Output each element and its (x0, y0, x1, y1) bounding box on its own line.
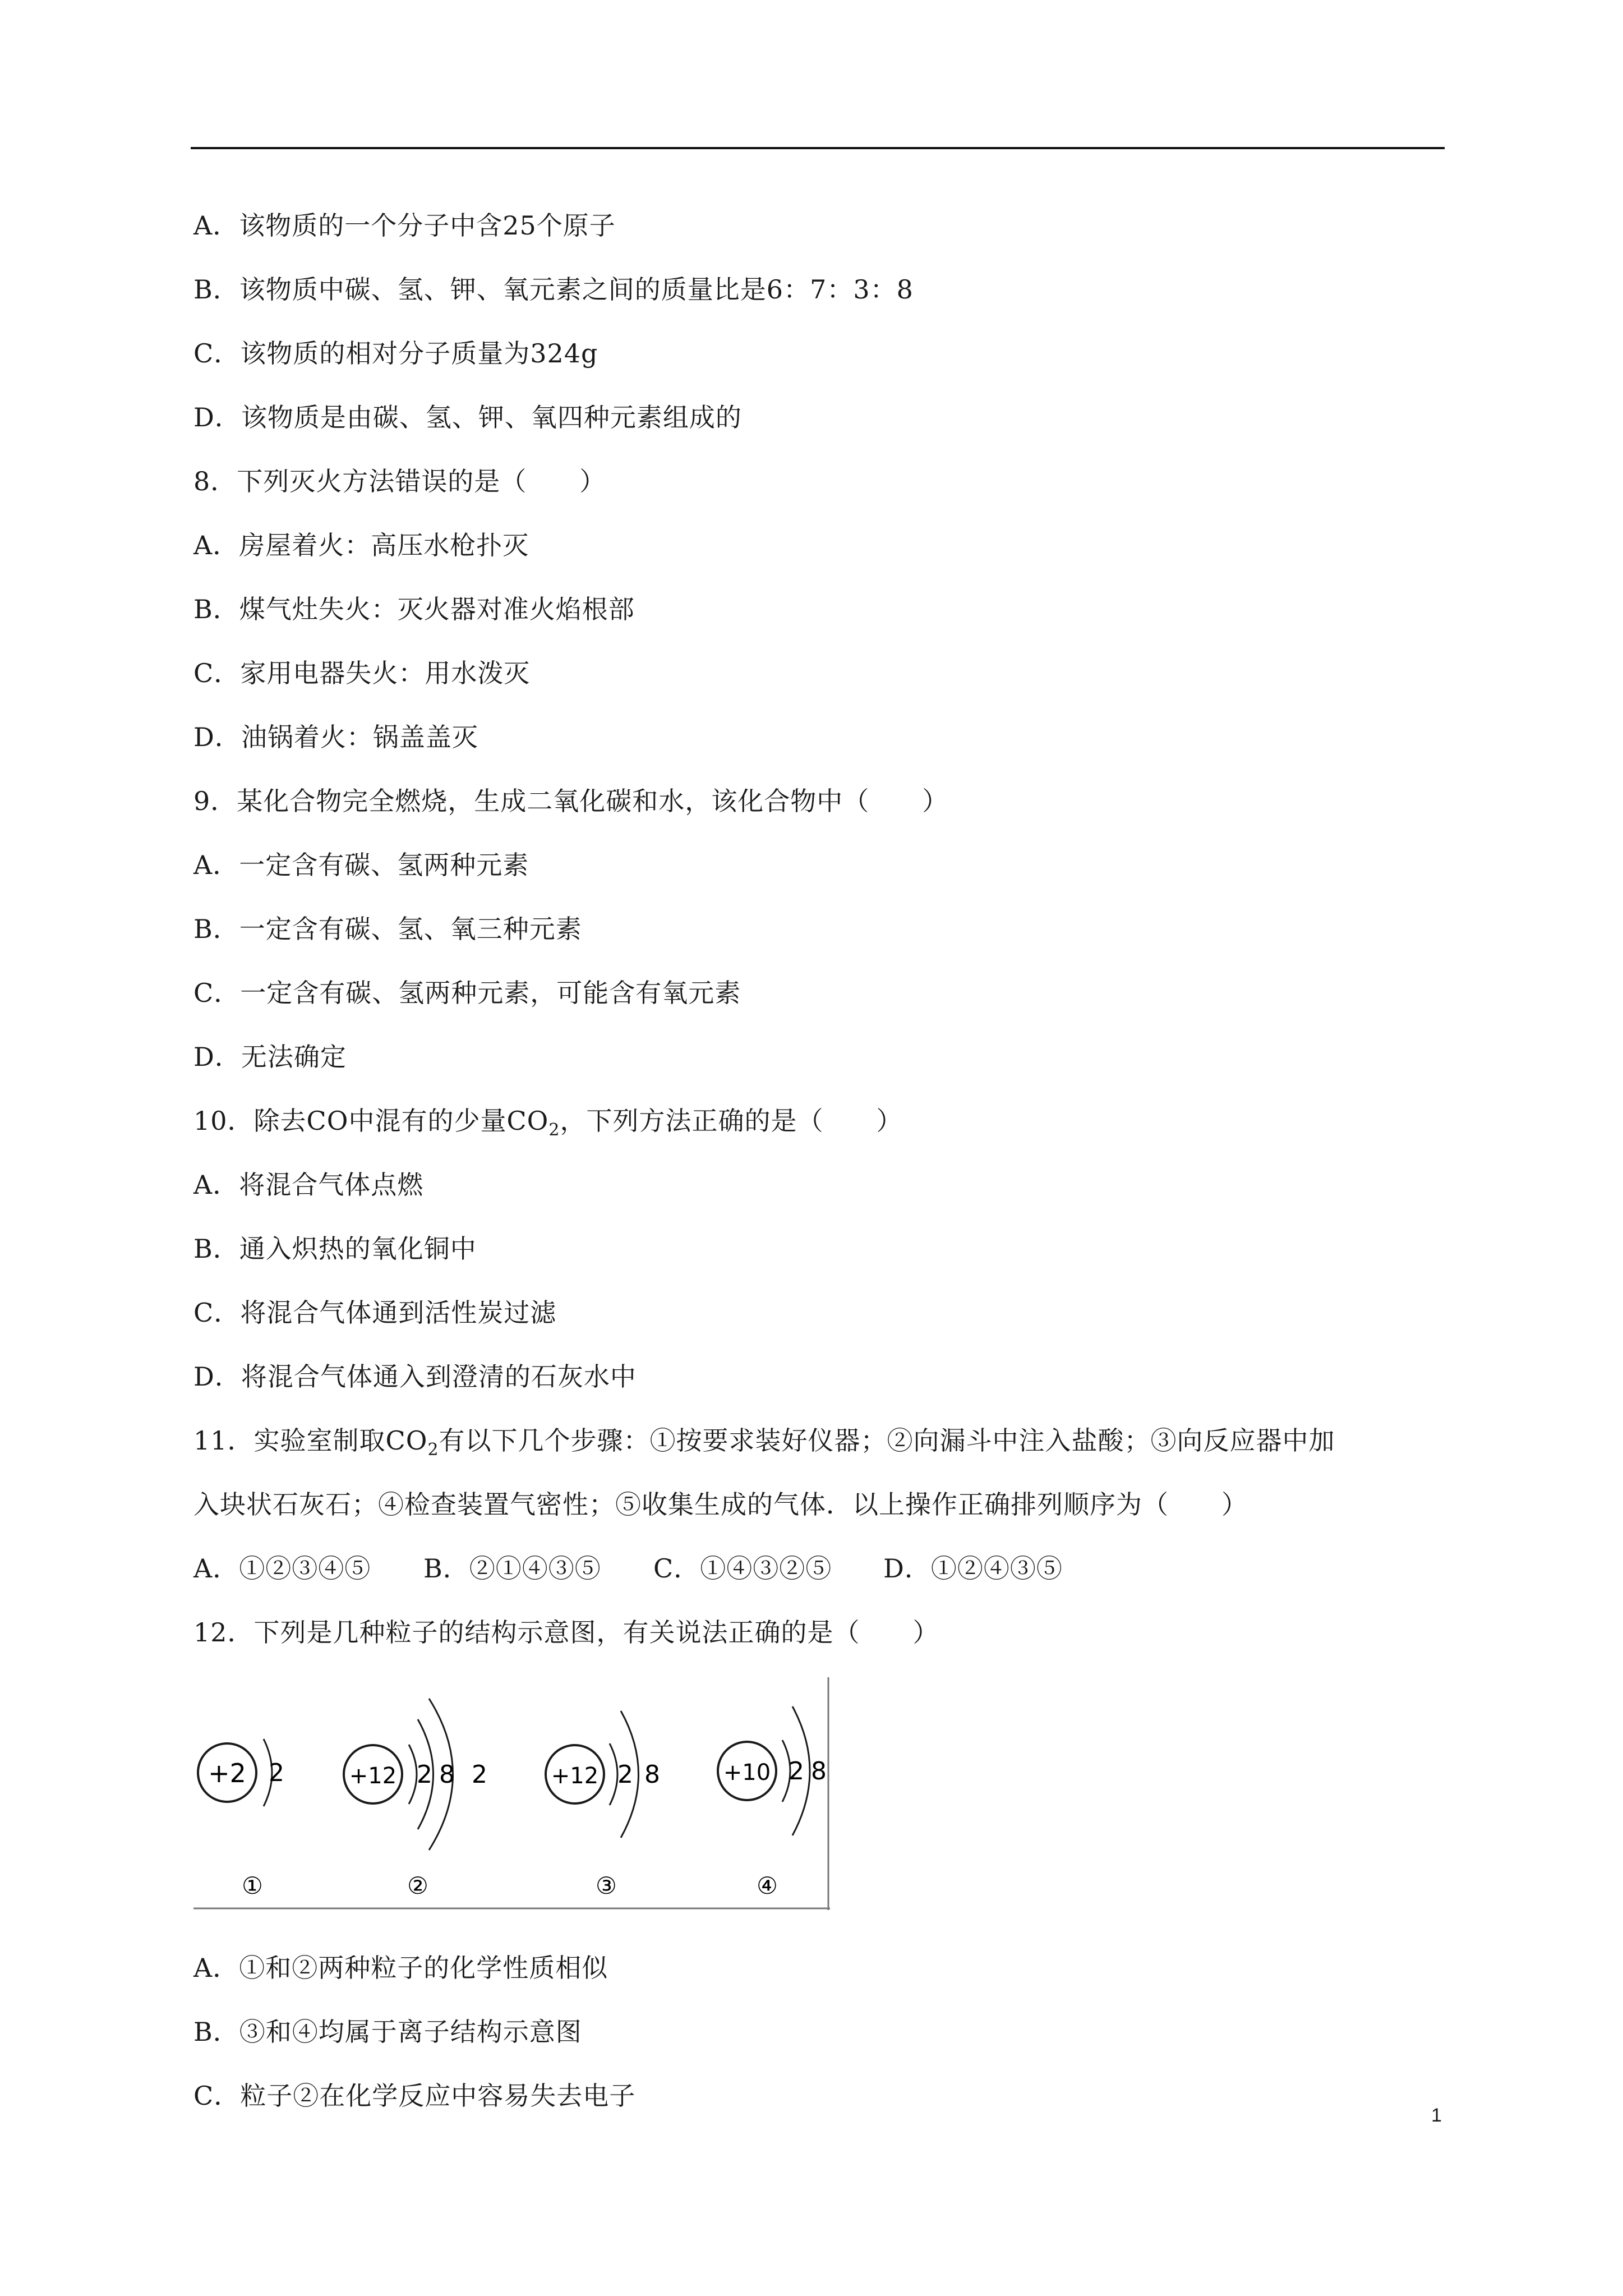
particle-2-shell-2: 8 (439, 1760, 455, 1789)
q10-stem (193, 1104, 902, 1147)
particle-3 (546, 1711, 660, 1899)
particle-2-label: ② (407, 1872, 428, 1899)
q11-option-b: B．②①④③⑤ (423, 1553, 601, 1584)
q12-stem: 12．下列是几种粒子的结构示意图，有关说法正确的是（ ） (193, 1617, 939, 1648)
q11-options (193, 1552, 1063, 1585)
particle-2-shell-1: 2 (417, 1760, 432, 1789)
header-rule (191, 147, 1445, 149)
q10-stem-text-end: ，下列方法正确的是（ ） (560, 1106, 903, 1136)
q11-option-c: C．①④③②⑤ (653, 1553, 832, 1584)
q9-option-b: B．一定含有碳、氢、氧三种元素 (193, 914, 582, 944)
q7-option-a: A．该物质的一个分子中含25个原子 (193, 210, 616, 241)
q9-option-d: D．无法确定 (193, 1042, 347, 1072)
q11-option-d: D．①②④③⑤ (883, 1553, 1063, 1584)
q8-option-d: D．油锅着火：锅盖盖灭 (193, 722, 478, 752)
q7-option-b: B．该物质中碳、氢、钾、氧元素之间的质量比是6：7：3：8 (193, 274, 914, 305)
q7-option-c: C．该物质的相对分子质量为324g (193, 338, 598, 369)
q10-option-c: C．将混合气体通到活性炭过滤 (193, 1297, 557, 1328)
page-number: 1 (1431, 2105, 1442, 2126)
particle-1-nucleus: +2 (208, 1758, 246, 1788)
q8-option-a: A．房屋着火：高压水枪扑灭 (193, 530, 529, 560)
particle-1-label: ① (242, 1872, 263, 1899)
electron-shell-arc (409, 1745, 417, 1804)
q9-option-c: C．一定含有碳、氢两种元素，可能含有氧元素 (193, 978, 741, 1008)
particle-2-nucleus: +12 (349, 1763, 397, 1789)
q11-stem (193, 1424, 1335, 1467)
particle-4-nucleus: +10 (723, 1760, 771, 1786)
q8-option-b: B．煤气灶失火：灭火器对准火焰根部 (193, 594, 635, 624)
q12-option-b: B．③和④均属于离子结构示意图 (193, 2017, 582, 2047)
particle-structure-diagram (193, 1677, 830, 1910)
q7-option-d: D．该物质是由碳、氢、钾、氧四种元素组成的 (193, 402, 742, 432)
q10-option-d: D．将混合气体通入到澄清的石灰水中 (193, 1361, 637, 1392)
q10-stem-text: 10．除去CO中混有的少量CO (193, 1106, 549, 1136)
particle-1-shell-1: 2 (269, 1759, 284, 1787)
particle-2 (344, 1699, 487, 1899)
electron-shell-arc (610, 1743, 617, 1805)
q12-option-a: A．①和②两种粒子的化学性质相似 (193, 1953, 608, 1983)
q11-stem-subscript: 2 (427, 1440, 439, 1460)
q8-option-c: C．家用电器失火：用水泼灭 (193, 658, 531, 688)
q10-option-b: B．通入炽热的氧化铜中 (193, 1234, 477, 1264)
q10-stem-subscript: 2 (548, 1120, 560, 1140)
q11-option-a: A．①②③④⑤ (193, 1553, 371, 1584)
q11-stem-text: 11．实验室制取CO (193, 1425, 428, 1456)
q9-option-a: A．一定含有碳、氢两种元素 (193, 850, 529, 880)
particle-3-shell-1: 2 (617, 1760, 633, 1789)
q9-stem: 9．某化合物完全燃烧，生成二氧化碳和水，该化合物中（ ） (193, 786, 949, 816)
q11-stem-line2: 入块状石灰石；④检查装置气密性；⑤收集生成的气体．以上操作正确排列顺序为（ ） (193, 1489, 1248, 1520)
particle-4 (718, 1706, 827, 1899)
particle-3-nucleus: +12 (551, 1763, 599, 1789)
q11-stem-text-end: 有以下几个步骤：①按要求装好仪器；②向漏斗中注入盐酸；③向反应器中加 (439, 1425, 1335, 1456)
particle-3-shell-2: 8 (644, 1760, 660, 1789)
particle-4-label: ④ (757, 1872, 778, 1899)
particle-4-shell-1: 2 (789, 1757, 804, 1786)
particle-1 (198, 1739, 284, 1899)
particle-4-shell-2: 8 (811, 1757, 827, 1786)
q10-option-a: A．将混合气体点燃 (193, 1170, 424, 1200)
particle-3-label: ③ (596, 1872, 617, 1899)
particle-2-shell-3: 2 (472, 1760, 487, 1789)
q8-stem: 8．下列灭火方法错误的是（ ） (193, 466, 606, 496)
q12-option-c: C．粒子②在化学反应中容易失去电子 (193, 2081, 636, 2111)
